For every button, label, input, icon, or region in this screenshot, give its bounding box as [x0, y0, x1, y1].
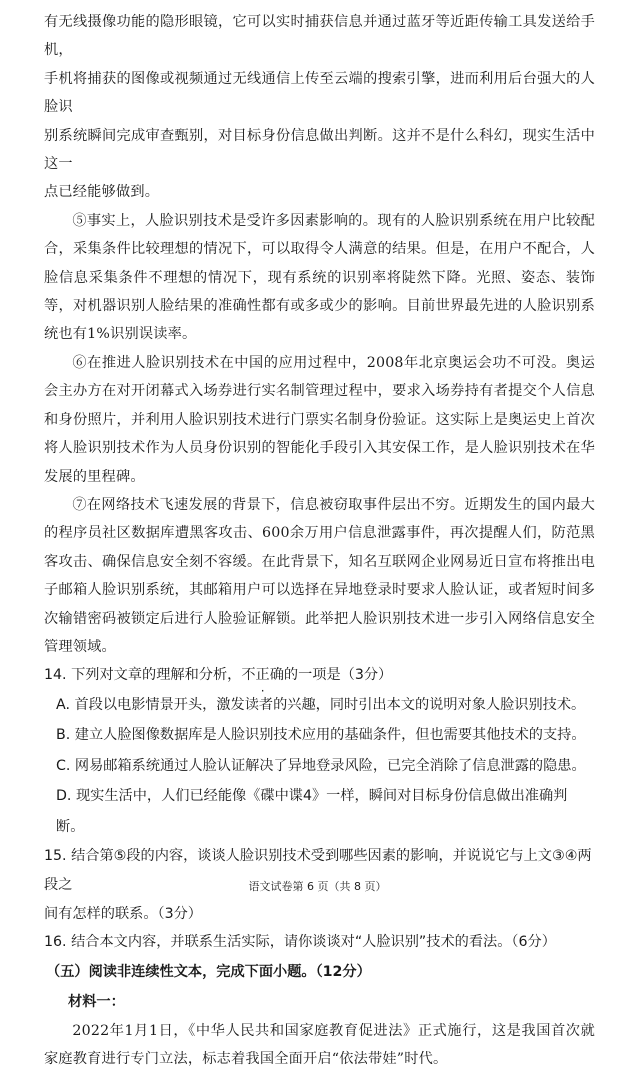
question-16: 16. 结合本文内容，并联系生活实际，请你谈谈对“人脸识别”技术的看法。（6分）: [44, 934, 556, 951]
question-14: [44, 661, 595, 842]
intro-paragraph: [44, 8, 595, 207]
question-14-suffix: 的一项是（3分）: [283, 667, 393, 684]
question-14-option-c: C. 网易邮箱系统通过人脸认证解决了异地登录风险，已完全消除了信息泄露的隐患。: [56, 757, 586, 774]
question-15-line-1: 15. 结合第⑤段的内容，谈谈人脸识别技术受到哪些因素的影响，并说说它与上文③④两段之: [44, 848, 592, 894]
question-14-option-b: B. 建立人脸图像数据库是人脸识别技术应用的基础条件，但也需要其他技术的支持。: [56, 727, 586, 744]
intro-line-4: 点已经能够做到。: [44, 184, 160, 201]
paragraph-6: ⑥在推进人脸识别技术在中国的应用过程中，2008年北京奥运会功不可没。奥运会主办方在对开闭幕式入场券进行实名制管理过程中，要求入场券持有者提交个人信息和身份照片，并利用人脸识别技术进行门票实名制身份验证。这实际上是奥运史上首次将人脸识别技术作为人员身份识别的智能化手段引入其安保工作，是人脸识别技术在华发展的里程碑。: [44, 354, 595, 485]
material-1-title: 材料一：: [68, 993, 125, 1010]
page-footer: 语文试卷第 6 页（共 8 页）: [248, 880, 387, 893]
question-14-emphasis: 不正确: [241, 667, 284, 684]
question-14-option-a: A. 首段以电影情景开头，激发读者的兴趣，同时引出本文的说明对象人脸识别技术。: [56, 696, 586, 713]
intro-line-1: 有无线摄像功能的隐形眼镜，它可以实时捕获信息并通过蓝牙等近距传输工具发送给手机，: [44, 14, 595, 59]
intro-line-3: 别系统瞬间完成审查甄别，对目标身份信息做出判断。这并不是什么科幻，现实生活中这一: [44, 127, 595, 173]
question-14-prefix: 14. 下列对文章的理解和分析，: [44, 667, 242, 684]
material-1-text: 2022年1月1日，《中华人民共和国家庭教育促进法》正式施行，这是我国首次就家庭教育进行专门立法，标志着我国全面开启“依法带娃”时代。: [44, 1022, 595, 1068]
paragraph-7: ⑦在网络技术飞速发展的背景下，信息被窃取事件层出不穷。近期发生的国内最大的程序员社区数据库遭黑客攻击、600余万用户信息泄露事件，再次提醒人们，防范黑客攻击、确保信息安全刻不容缓。在此背景下，知名互联网企业网易近日宣布将推出电子邮箱人脸识别系统，其邮箱用户可以选择在异地登录时要求人脸认证，或者短时间多次输错密码被锁定后进行人脸验证解锁。此举把人脸识别技术进一步引入网络信息安全管理领域。: [44, 496, 595, 655]
paragraph-5: ⑤事实上，人脸识别技术是受许多因素影响的。现有的人脸识别系统在用户比较配合，采集条件比较理想的情况下，可以取得令人满意的结果。但是，在用户不配合，人脸信息采集条件不理想的情况下，现有系统的识别率将陡然下降。光照、姿态、装饰等，对机器识别人脸结果的准确性都有或多或少的影响。目前世界最先进的人脸识别系统也有1%识别误读率。: [44, 212, 595, 343]
intro-line-2: 手机将捕获的图像或视频通过无线通信上传至云端的搜索引擎，进而利用后台强大的人脸识: [44, 70, 595, 116]
question-14-option-d: D. 现实生活中，人们已经能像《碟中谍4》一样，瞬间对目标身份信息做出准确判断。: [56, 788, 568, 835]
question-15-line-2: 间有怎样的联系。（3分）: [44, 905, 202, 922]
question-14-stem: [44, 661, 595, 690]
section-5-heading: （五）阅读非连续性文本，完成下面小题。（12分）: [46, 963, 371, 980]
